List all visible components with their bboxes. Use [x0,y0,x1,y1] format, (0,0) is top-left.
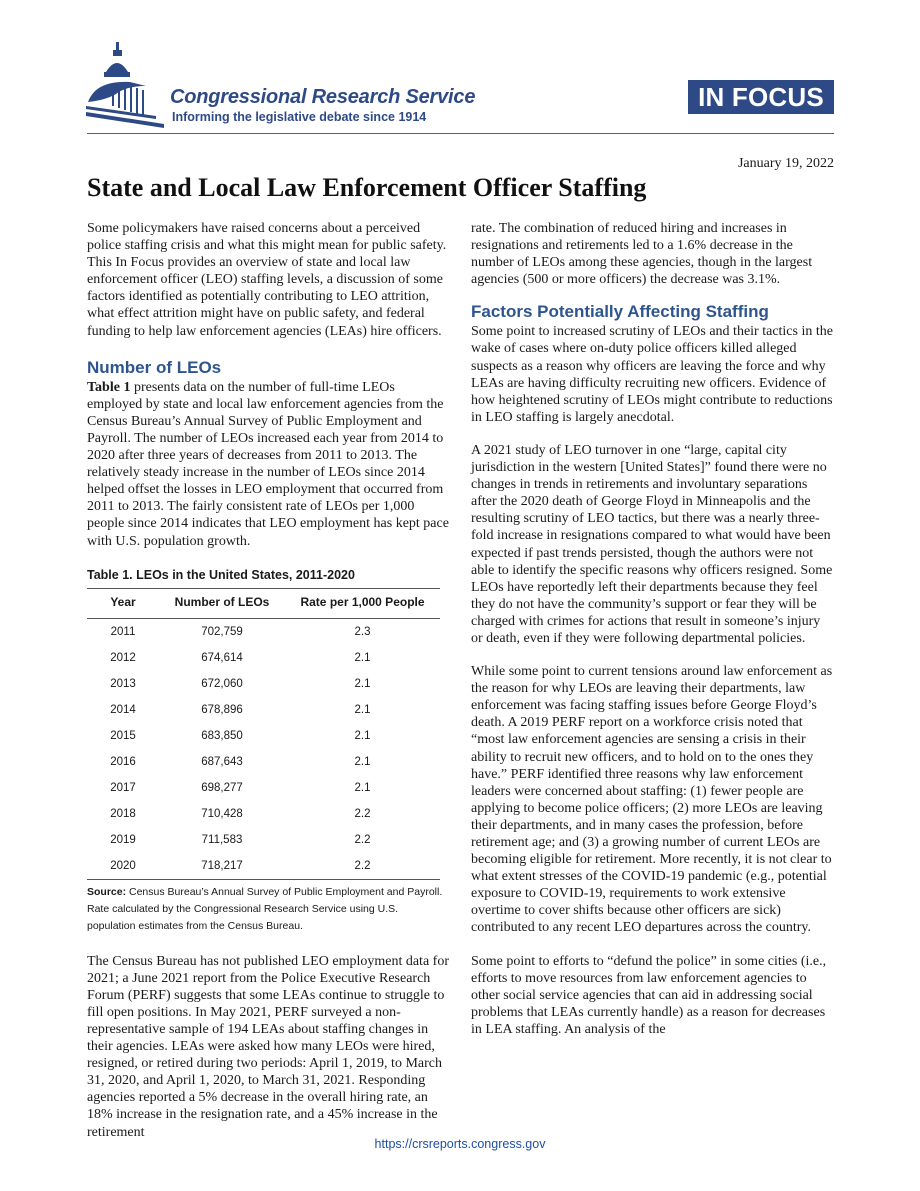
org-tagline: Informing the legislative debate since 1914 [172,110,427,124]
cell-rate: 2.2 [285,853,440,880]
table-row [87,723,440,749]
publication-date: January 19, 2022 [737,156,834,171]
factors-paragraph-1: Some point to increased scrutiny of LEOs and their tactics in the wake of cases where on-duty police officers killed alleged suspects as a reason why officers are leaving the force and why LEAs are having difficulty recruiting new officers. Evidence of how heightened scrutiny of LEOs might contribute to reductions in LEO staffing is largely anecdotal. [471,324,833,425]
cell-year: 2013 [110,677,136,690]
col-header-number: Number of LEOs [159,588,285,618]
cell-number: 674,614 [201,651,243,664]
cell-rate: 2.2 [354,833,371,846]
cell-rate: 2.1 [354,703,371,716]
leo-table [87,588,440,880]
cell-year: 2015 [110,729,136,742]
factors-paragraph-4: Some point to efforts to “defund the police” in some cities (i.e., efforts to move resources from law enforcement agencies to other social service agencies that can aid in addressing social problems that LEAs currently handle) as a reason for decreases in LEA staffing. An analysis of the [471,953,827,1037]
col-header-year: Year [87,588,159,618]
table-1 [87,568,449,935]
cell-number: 710,428 [201,807,243,820]
number-paragraph [87,379,449,550]
in-focus-badge: IN FOCUS [688,80,834,114]
cell-rate: 2.2 [354,807,371,820]
cell-rate: 2.1 [354,677,371,690]
table-title: Table 1. LEOs in the United States, 2011-2020 [87,567,355,582]
factors-paragraph-3: While some point to current tensions around law enforcement as the reason for why LEOs are leaving their departments, law enforcement was facing staffing issues before George Floyd’s death. A 2019 PERF report on a workforce crisis noted that “most law enforcement agencies are sensing a crisis in their ability to recruit new officers, and to hold on to the ones they have.” PERF identified three reasons why law enforcement leaders were concerned about staffing: (1) fewer people are applying to become police officers; (2) more LEOs are leaving their departments, and in many cases the profession, before retirement age; and (3) a growing number of current LEOs are becoming eligible for retirement. More recently, it is not clear to what extent stresses of the COVID-19 pandemic (e.g., potential exposure to COVID-19, requirements to work extensive overtime to cover shifts because other officers are sick) contributed to any recent LEO departures across the country. [471,664,833,936]
table-row [87,827,440,853]
table-row [87,645,440,671]
source-text: Census Bureau’s Annual Survey of Public Employment and Payroll. Rate calculated by the Congressional Research Service using U.S. population estimates from the Census Bureau. [87,885,443,932]
cell-number: 698,277 [201,781,243,794]
table-row [87,801,440,827]
cell-year: 2019 [110,833,136,846]
col-header-rate: Rate per 1,000 People [285,588,440,618]
table-header-row [87,588,440,618]
document-title: State and Local Law Enforcement Officer Staffing [87,173,647,202]
table-row [87,618,440,645]
number-paragraph-text: presents data on the number of full-time LEOs employed by state and local law enforcement agencies from the Census Bureau’s Annual Survey of Public Employment and Payroll. The number of LEOs increased each year from 2014 to 2020 after three years of decreases from 2011 to 2013. The relatively steady increase in the number of LEOs since 2014 helped offset the losses in LEO employment that occurred from 2011 to 2013. The fairly consistent rate of LEOs per 1,000 people since 2014 indicates that LEO employment has kept pace with U.S. population growth. [87,379,449,549]
cell-rate: 2.1 [354,729,371,742]
cell-year: 2017 [110,781,136,794]
cell-year: 2011 [110,625,136,638]
census-paragraph: The Census Bureau has not published LEO employment data for 2021; a June 2021 report from the Police Executive Research Forum (PERF) suggests that some LEAs continue to struggle to fill open positions. In May 2021, PERF surveyed a non-representative sample of 194 LEAs about staffing changes in their agencies. LEAs were asked how many LEOs were hired, resigned, or retired during two periods: April 1, 2019, to March 31, 2020, and April 1, 2020, to March 31, 2021. Responding agencies reported a 5% decrease in the overall hiring rate, an 18% increase in the resignation rate, and a 45% increase in the retirement [87,953,449,1140]
cell-rate: 2.1 [354,755,371,768]
cell-year: 2014 [110,703,136,716]
table-reference: Table 1 [87,379,131,395]
continued-paragraph: rate. The combination of reduced hiring and increases in resignations and retirements led to a 1.6% decrease in the number of LEOs among these agencies, though in the largest agencies (500 or more officers) the decrease was 3.1%. [471,221,813,288]
cell-number: 711,583 [201,833,243,846]
org-name: Congressional Research Service [170,86,476,108]
cell-number: 702,759 [201,625,243,638]
header-rule [87,133,834,134]
cell-number: 672,060 [201,677,243,690]
cell-rate: 2.1 [354,781,371,794]
cell-year: 2012 [110,651,136,664]
cell-year: 2018 [110,807,136,820]
page-header [0,0,920,140]
section-heading-factors: Factors Potentially Affecting Staffing [471,302,769,322]
right-column [471,220,833,1038]
table-row [87,775,440,801]
table-source-note [87,884,449,935]
table-row [87,697,440,723]
cell-number: 718,217 [159,853,285,880]
cell-number: 687,643 [201,755,243,768]
table-row [87,671,440,697]
source-label: Source: [87,885,127,898]
footer-url-link[interactable]: https://crsreports.congress.gov [374,1137,546,1151]
section-heading-number-of-leos: Number of LEOs [87,357,222,377]
capitol-dome-icon [86,42,164,128]
cell-number: 678,896 [201,703,243,716]
cell-year: 2016 [110,755,136,768]
cell-rate: 2.1 [354,651,371,664]
table-row [87,853,440,880]
cell-rate: 2.3 [354,625,371,638]
table-row [87,749,440,775]
factors-paragraph-2: A 2021 study of LEO turnover in one “large, capital city jurisdiction in the western [United States]” found there were no changes in trends in retirements and involuntary separations after the 2020 death of George Floyd in Minneapolis and the resulting scrutiny of LEO tactics, but there was a nearly three-fold increase in resignations compared to what would have been expected if past trends persisted, though the authors were not able to identify the specific reasons why officers resigned. Some LEOs have reportedly left their departments because they feel they do not have the community’s support or fear they will be charged with crimes for actions that result in someone’s injury or death, even if they were following departmental policies. [471,442,833,646]
cell-number: 683,850 [201,729,243,742]
cell-year: 2020 [87,853,159,880]
intro-paragraph: Some policymakers have raised concerns about a perceived police staffing crisis and what this might mean for public safety. This In Focus provides an overview of state and local law enforcement officer (LEO) staffing levels, a discussion of some factors identified as potentially contributing to LEO attrition, what effect attrition might have on public safety, and federal funding to help law enforcement agencies (LEAs) hire officers. [87,221,447,339]
left-column [87,220,449,1141]
